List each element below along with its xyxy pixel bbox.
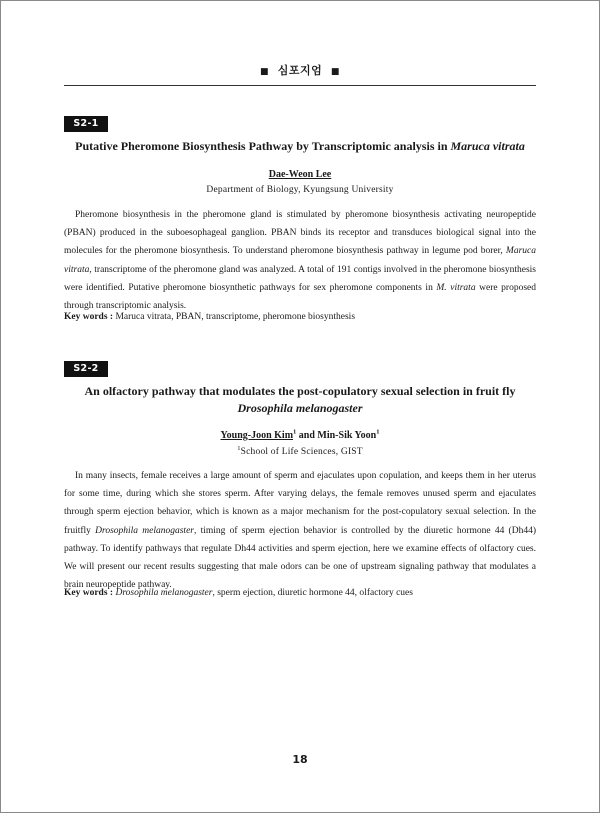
header-right-square-icon: ■: [330, 67, 340, 77]
title-line-1: An olfactory pathway that modulates the post-copulatory sexual selection in fruit fly: [84, 384, 516, 398]
keywords-s2-1: [64, 310, 536, 324]
author-2-name: Min-Sik Yoon: [317, 430, 377, 441]
affiliation-text: School of Life Sciences, GIST: [240, 447, 363, 457]
abstract-species: Drosophila melanogaster: [95, 525, 194, 536]
abstract-text: , timing of sperm ejection behavior is controlled by the diuretic hormone 44 (Dh44) pathway. To identify pathways that regulate Dh44 activities and sperm ejection, here we examine effects of olfactory cues. We will present our recent results suggesting that male odors can be one of upstream signaling pathway that modulates a brain neuropeptide pathway.: [64, 525, 536, 591]
keywords-label: Key words :: [64, 312, 114, 322]
keywords-label: Key words :: [64, 588, 114, 598]
abstract-body-s2-2: [64, 467, 536, 594]
keywords-text: Maruca vitrata, PBAN, transcriptome, pheromone biosynthesis: [113, 312, 356, 322]
author-2-sup: 1: [376, 428, 380, 436]
title-text: Putative Pheromone Biosynthesis Pathway by Transcriptomic analysis in: [75, 139, 451, 153]
session-badge-s2-1: S2-1: [64, 116, 108, 132]
abstract-title-s2-2: [64, 383, 536, 417]
keywords-text: , sperm ejection, diuretic hormone 44, olfactory cues: [212, 588, 413, 598]
abstract-title-s2-1: [64, 138, 536, 155]
title-species: Maruca vitrata: [450, 139, 525, 153]
abstract-text: , transcriptome of the pheromone gland was analyzed. A total of 191 contigs involved in the pheromone biosynthesis were identified. Putative pheromone biosynthetic pathways for sex pheromone components in: [64, 264, 536, 293]
author-s2-1: [64, 168, 536, 182]
title-species: Drosophila melanogaster: [237, 401, 363, 415]
author-joiner: and: [296, 430, 318, 441]
keywords-species: Drosophila melanogaster: [115, 588, 213, 598]
page-number: 18: [292, 753, 308, 766]
header-title: 심포지엄: [277, 64, 323, 77]
author-name: Dae-Weon Lee: [268, 169, 332, 180]
author-1-name: Young-Joon Kim: [220, 430, 294, 441]
affiliation-s2-2: [64, 445, 536, 459]
abstract-text: In many insects, female receives a large amount of sperm and ejaculates upon copulation, and keeps them in her uterus for some time, during which she stores sperm. After varying delays, the female removes unused sperm and ejaculates through sperm ejection behavior, which is known as a major mechanism for the post-copulatory sexual selection. In the fruitfly: [64, 471, 536, 536]
session-badge-s2-2: S2-2: [64, 361, 108, 377]
keywords-s2-2: [64, 586, 536, 600]
abstract-text: were proposed through transcriptomic analysis.: [64, 282, 536, 312]
affiliation-s2-1: Department of Biology, Kyungsung University: [206, 185, 394, 195]
abstract-species: Maruca vitrata: [64, 246, 536, 275]
header-left-square-icon: ■: [260, 67, 270, 77]
authors-s2-2: [64, 429, 536, 443]
running-header: [64, 62, 536, 78]
abstract-text: Pheromone biosynthesis in the pheromone gland is stimulated by pheromone biosynthesis activating neuropeptide (PBAN) produced in the suboesophageal ganglion. PBAN binds its receptor and transduces biological signal into the molecules for the pheromone biosynthesis. To understand pheromone biosynthesis pathway in legume pod borer,: [64, 210, 536, 257]
affiliation-sup: 1: [237, 444, 241, 452]
abstract-species: M. vitrata: [436, 282, 476, 293]
header-rule: [64, 85, 536, 86]
author-1-sup: 1: [293, 428, 297, 436]
abstract-body-s2-1: [64, 206, 536, 315]
